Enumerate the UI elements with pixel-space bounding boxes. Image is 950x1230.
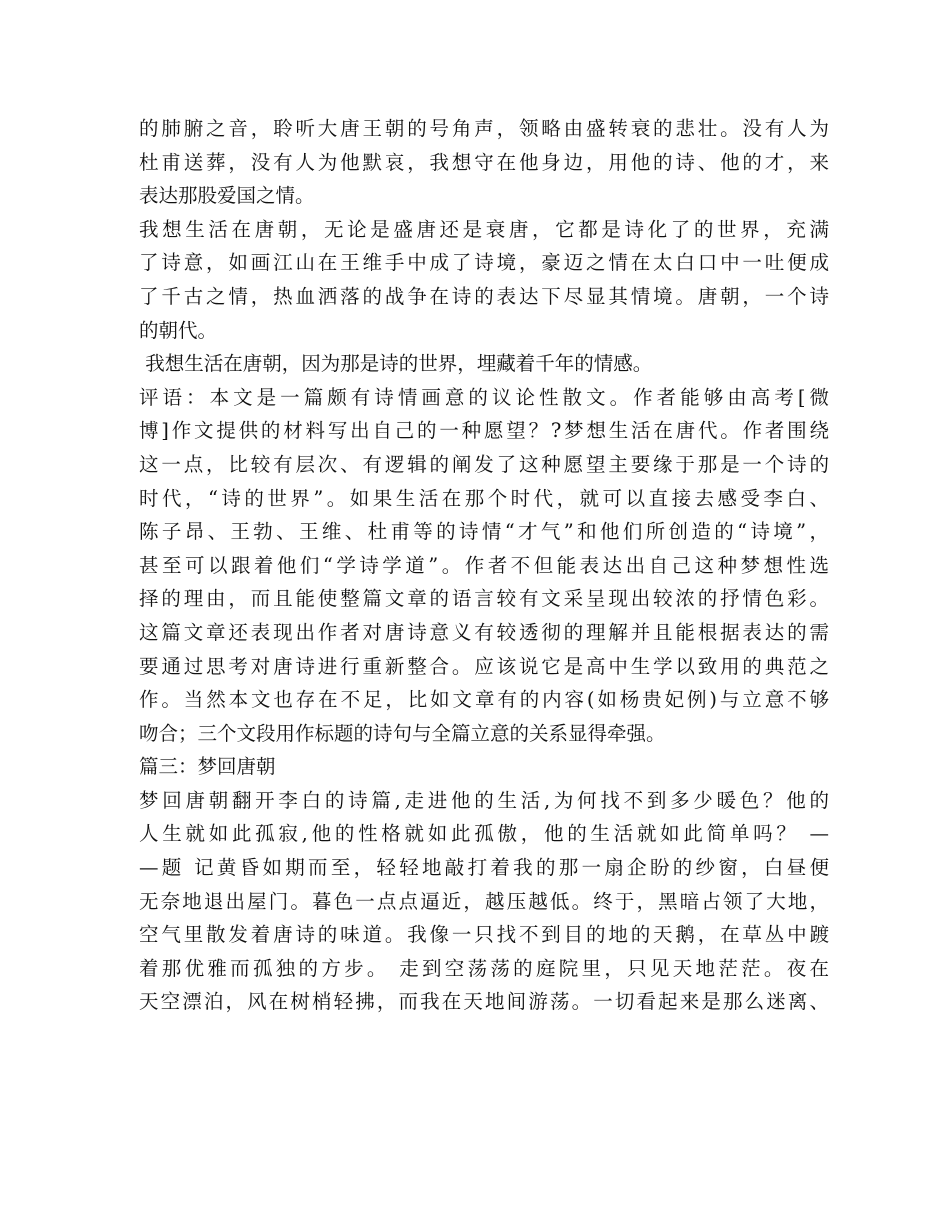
text-line: 我想生活在唐朝，因为那是诗的世界，埋藏着千年的情感。 — [139, 352, 653, 376]
text-line: 了诗意，如画江山在王维手中成了诗境，豪迈之情在太白口中一吐便成 — [139, 251, 829, 275]
text-line: 陈子昂、王勃、王维、杜甫等的诗情“才气”和他们所创造的“诗境”， — [139, 520, 829, 544]
text-line: 表达那股爱国之情。 — [139, 184, 315, 208]
text-line: 评语：本文是一篇颇有诗情画意的议论性散文。作者能够由高考[微 — [139, 385, 829, 409]
text-line: 吻合；三个文段用作标题的诗句与全篇立意的关系显得牵强。 — [139, 721, 666, 745]
text-line: 了千古之情，热血洒落的战争在诗的表达下尽显其情境。唐朝，一个诗 — [139, 284, 829, 308]
text-line: 空气里散发着唐诗的味道。我像一只找不到目的地的天鹅，在草丛中踱 — [139, 923, 829, 947]
text-line: 甚至可以跟着他们“学诗学道”。作者不但能表达出自己这种梦想性选 — [139, 553, 829, 577]
text-line: 无奈地退出屋门。暮色一点点逼近，越压越低。终于，黑暗占领了大地， — [139, 889, 829, 913]
text-line: 作。当然本文也存在不足，比如文章有的内容(如杨贵妃例)与立意不够 — [139, 688, 829, 712]
text-line: 择的理由，而且能使整篇文章的语言较有文采呈现出较浓的抒情色彩。 — [139, 587, 829, 611]
section-heading: 篇三：梦回唐朝 — [139, 755, 276, 779]
text-line: 天空漂泊，风在树梢轻拂，而我在天地间游荡。一切看起来是那么迷离、 — [139, 990, 829, 1014]
document-body — [139, 112, 829, 1019]
text-line: 要通过思考对唐诗进行重新整合。应该说它是高中生学以致用的典范之 — [139, 654, 829, 678]
text-line: 这一点，比较有层次、有逻辑的阐发了这种愿望主要缘于那是一个诗的 — [139, 452, 829, 476]
text-line: 杜甫送葬，没有人为他默哀，我想守在他身边，用他的诗、他的才，来 — [139, 150, 829, 174]
text-line: 时代，“诗的世界”。如果生活在那个时代，就可以直接去感受李白、 — [139, 486, 829, 510]
text-line: 人生就如此孤寂,他的性格就如此孤傲，他的生活就如此简单吗？ — — [139, 822, 829, 846]
text-line: 这篇文章还表现出作者对唐诗意义有较透彻的理解并且能根据表达的需 — [139, 620, 829, 644]
text-line: 的朝代。 — [139, 318, 218, 342]
text-line: 梦回唐朝翻开李白的诗篇,走进他的生活,为何找不到多少暖色？他的 — [139, 788, 829, 812]
text-line: 我想生活在唐朝，无论是盛唐还是衰唐，它都是诗化了的世界，充满 — [139, 217, 829, 241]
text-line: 的肺腑之音，聆听大唐王朝的号角声，领略由盛转衰的悲壮。没有人为 — [139, 117, 829, 140]
text-line: 着那优雅而孤独的方步。 走到空荡荡的庭院里，只见天地茫茫。夜在 — [139, 956, 829, 980]
text-line: —题 记黄昏如期而至，轻轻地敲打着我的那一扇企盼的纱窗，白昼便 — [139, 856, 829, 880]
text-line: 博]作文提供的材料写出自己的一种愿望？?梦想生活在唐代。作者围绕 — [139, 419, 829, 443]
